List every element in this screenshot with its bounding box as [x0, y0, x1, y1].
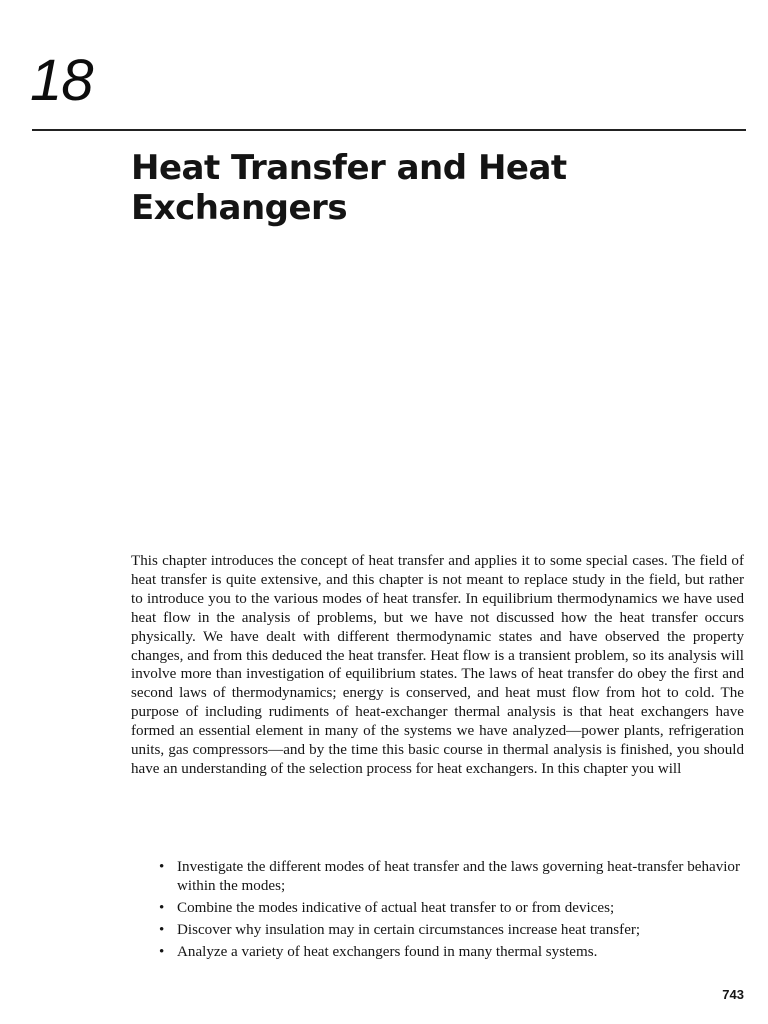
list-item: [159, 921, 747, 940]
list-item: [159, 858, 747, 896]
objective-text: Investigate the different modes of heat transfer and the laws governing heat-transfer behavior within the modes;: [177, 859, 741, 894]
chapter-number: 18: [30, 48, 93, 113]
bullet-icon: •: [159, 859, 165, 875]
chapter-divider: [32, 129, 746, 131]
objective-text: Discover why insulation may in certain circumstances increase heat transfer;: [177, 921, 641, 938]
bullet-icon: •: [159, 899, 165, 916]
objective-text: Combine the modes indicative of actual heat transfer to or from devices;: [177, 899, 615, 916]
bullet-icon: •: [159, 943, 165, 960]
list-item: [159, 943, 747, 962]
objective-text: Analyze a variety of heat exchangers found in many thermal systems.: [177, 943, 598, 960]
bullet-icon: •: [159, 921, 165, 938]
objectives-list: [159, 858, 747, 965]
page-number: 743: [722, 987, 744, 1002]
list-item: [159, 899, 747, 918]
chapter-title: Heat Transfer and Heat Exchangers: [131, 148, 567, 228]
intro-paragraph: This chapter introduces the concept of heat transfer and applies it to some special cases. The field of heat transfer is quite extensive, and this chapter is not meant to replace study in the field, but rather to introduce you to the various modes of heat transfer. In equilibrium thermodynamics we have used heat flow in the analysis of problems, but we have not discussed how the heat transfer occurs physically. We have dealt with different thermodynamic states and have observed the property changes, and from this deduced the heat transfer. Heat flow is a transient problem, so its analysis will involve more than investigation of equilibrium states. The laws of heat transfer do obey the first and second laws of thermodynamics; energy is conserved, and heat must flow from hot to cold. The purpose of including rudiments of heat-exchanger thermal analysis is that heat exchangers have formed an essential element in many of the systems we have analyzed—power plants, refrigeration units, gas compressors—and by the time this basic course in thermal analysis is finished, you should have an understanding of the selection process for heat exchangers. In this chapter you will: [131, 553, 744, 777]
